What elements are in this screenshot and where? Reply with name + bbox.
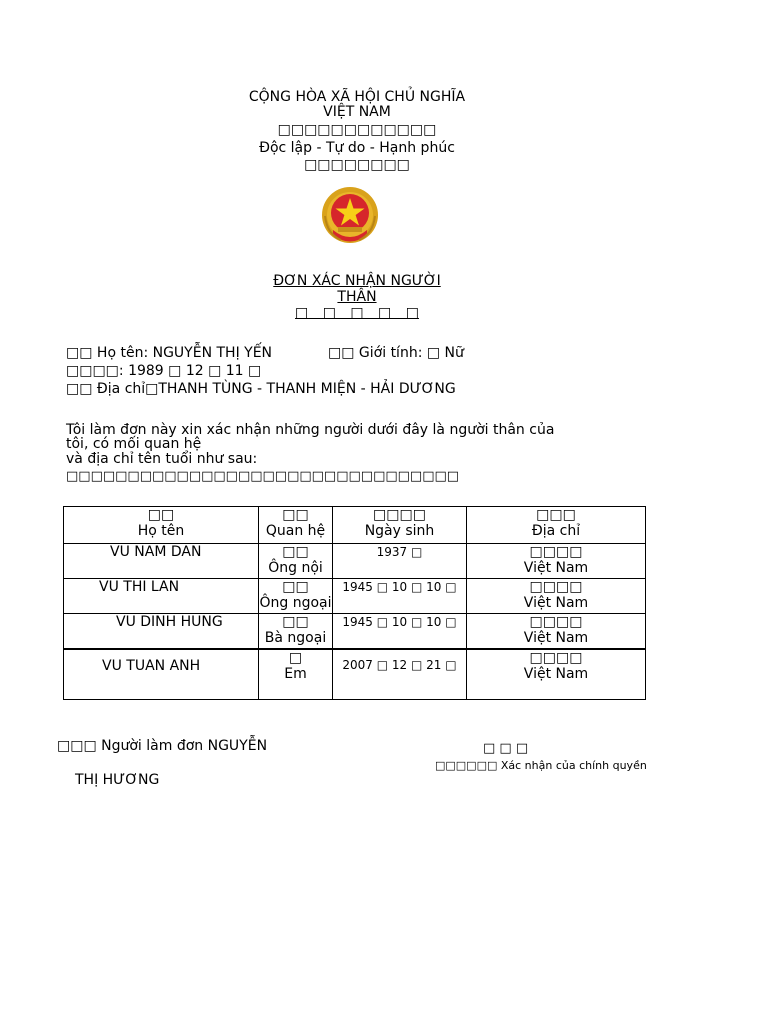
country-name-line2: VIỆT NAM [323,104,391,120]
relative-name: VU THI LAN [64,579,259,614]
address-vi: Việt Nam [523,665,589,682]
relative-relation [259,579,333,614]
table-row [64,544,646,579]
header-name-cjk: □□ [147,507,175,523]
address-vi: Việt Nam [523,595,589,611]
relative-dob: 1945 □ 10 □ 10 □ [333,614,467,649]
table-row [64,649,646,700]
address-cjk: □□□□ [529,649,583,666]
table-row [64,614,646,649]
relation-vi: Bà ngoại [264,630,327,646]
relative-dob: 1945 □ 10 □ 10 □ [333,579,467,614]
relative-relation [259,544,333,579]
address-cjk: □□□□ [529,614,583,630]
relative-dob: 1937 □ [333,544,467,579]
header-address-cjk: □□□ [536,507,576,523]
document-title-cjk: □ □ □ □ □ [295,305,419,321]
date-marks: □ □ □ [483,741,529,756]
header-name [64,507,259,544]
relation-cjk: □□ [282,544,309,560]
applicant-gender [328,345,464,362]
applicant-dob: □□□□: 1989 □ 12 □ 11 □ [66,363,262,379]
relative-address [467,614,646,649]
header-dob-cjk: □□□□ [373,507,426,523]
national-motto: Độc lập - Tự do - Hạnh phúc [259,140,455,156]
relation-cjk: □ [288,649,303,666]
applicant-name-cjk: □□ [66,345,93,361]
relation-vi: Ông ngoại [259,595,332,611]
applicant-address-text: Địa chỉ□THANH TÙNG - THANH MIỆN - HẢI DƯƠNG [96,381,456,397]
relation-vi: Em [284,665,307,682]
vietnam-national-emblem-icon [319,186,381,252]
relative-address [467,544,646,579]
applicant-gender-text: Giới tính: □ Nữ [358,345,464,361]
relative-relation [259,649,333,700]
header-address [467,507,646,544]
header-dob-vi: Ngày sinh [364,523,435,539]
header-address-vi: Địa chỉ [531,523,581,539]
relatives-table [63,506,646,700]
table-row [64,579,646,614]
signer-line2: THỊ HƯƠNG [75,772,160,788]
relation-cjk: □□ [282,614,309,630]
header-dob [333,507,467,544]
address-vi: Việt Nam [523,630,589,646]
relative-name: VU TUAN ANH [64,649,259,700]
relative-name: VU DINH HUNG [64,614,259,649]
relative-name: VU NAM DAN [64,544,259,579]
relation-vi: Ông nội [268,560,323,576]
country-name-cjk: □□□□□□□□□□□□ [277,122,437,138]
national-motto-cjk: □□□□□□□□ [304,157,410,173]
address-vi: Việt Nam [523,560,589,576]
document-title-line1: ĐƠN XÁC NHẬN NGƯỜI [273,273,441,289]
applicant-name-text: Họ tên: NGUYỄN THỊ YẾN [96,345,273,361]
header-relation-cjk: □□ [282,507,309,523]
relation-cjk: □□ [282,579,309,595]
relative-relation [259,614,333,649]
applicant-name [66,345,272,362]
statement-cjk: □□□□□□□□□□□□□□□□□□□□□□□□□□□□□□□□ [66,469,460,484]
statement-line1: Tôi làm đơn này xin xác nhận những người dưới đây là người thân của [66,422,555,438]
header-relation [259,507,333,544]
document-title-line2: THÂN [337,289,377,305]
address-cjk: □□□□ [529,544,583,560]
table-header-row [64,507,646,544]
address-cjk: □□□□ [529,579,583,595]
country-name-line1: CỘNG HÒA XÃ HỘI CHỦ NGHĨA [248,89,466,105]
relative-address [467,579,646,614]
header-name-vi: Họ tên [137,523,185,539]
applicant-address [66,381,456,398]
statement-line2: tôi, có mối quan hệ [66,436,202,452]
signer-line1: □□□ Người làm đơn NGUYỄN [57,738,268,754]
header-relation-vi: Quan hệ [265,523,326,539]
authority-confirmation: □□□□□□ Xác nhận của chính quyền [435,759,647,772]
applicant-gender-cjk: □□ [328,345,355,361]
statement-line3: và địa chỉ tên tuổi như sau: [66,451,258,467]
applicant-address-cjk: □□ [66,381,93,397]
relative-dob: 2007 □ 12 □ 21 □ [333,649,467,700]
relative-address [467,649,646,700]
